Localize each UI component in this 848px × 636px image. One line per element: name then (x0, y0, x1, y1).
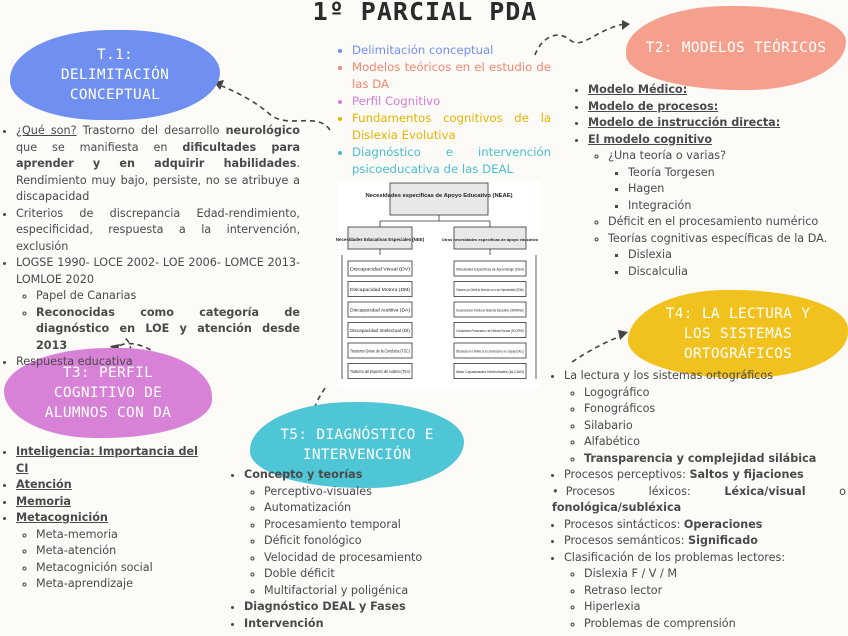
topic-item: • Perfil Cognitivo (352, 93, 551, 110)
t4-item-clasificacion: • Clasificación de los problemas lectores: ◦ Dislexia F / V / M ◦ Retraso lector ◦ Hiperlexia ◦ Problemas de comprensión (564, 550, 846, 633)
diagram-left-item-label: Discapacidad Visual (DV) (350, 266, 411, 272)
t2-list (574, 82, 846, 280)
topic-item: • Diagnóstico e intervención psicoeducativa de las DEAL (352, 144, 551, 178)
t4-sub-item: ◦ Logográfico (584, 385, 846, 402)
diagram-left-item-label: Discapacidad Intelectual (DI) (350, 328, 411, 333)
t2-item-cognitivo: • El modelo cognitivo ◦ ¿Una teoría o varias? ▪ Teoría Torgesen ▪ Hagen ▪ Integración ◦ Déficit en el procesamiento numérico ◦ Teorías cognitivas específicas de la DA. ▪ Dislexia ▪ Discalculia (588, 132, 846, 281)
diagram-left-item-label: Trastorno Grave de la Conducta (TGC) (350, 348, 411, 354)
bubble-t2 (626, 6, 846, 90)
t5-sub-item: ◦ Déficit fonológico (264, 533, 445, 550)
diagram-top-label: Necesidades específicas de Apoyo Educativo (NEAE) (365, 193, 513, 199)
t2-sub-teoria: ◦ ¿Una teoría o varias? ▪ Teoría Torgesen ▪ Hagen ▪ Integración (608, 148, 846, 214)
t1-item-criterios: • Criterios de discrepancia Edad-rendimiento, especificidad, respuesta a la intervención, exclusión (16, 206, 300, 256)
t5-sub-item: ◦ Procesamiento temporal (264, 517, 445, 534)
t3-sub-item: ◦ Meta-aprendizaje (36, 576, 202, 593)
diagram-top-box (390, 183, 488, 215)
t4-sub-item: ◦ Problemas de comprensión (584, 616, 846, 633)
diagram-right-head: Otras necesidades específicas de apoyo educativo (441, 237, 539, 242)
diagram-left-item-label: Discapacidad Auditiva (DA) (350, 307, 411, 313)
diagram-left-head: Necesidades Educativas Especiales (NEE) (335, 237, 425, 242)
t2-item-instruccion: • Modelo de instrucción directa: (588, 115, 846, 132)
topic-item: • Delimitación conceptual (352, 42, 551, 59)
diagram-right-item-label: Altas Capacidades Intelectuales (ALCAIN) (456, 369, 525, 374)
t1-item-que-son: • ¿Qué son? Trastorno del desarrollo neurológico que se manifiesta en dificultades para aprender y en adquirir habilidades. Rendimiento muy bajo, persiste, no se atribuye a discapacidad (16, 123, 300, 206)
t4-item-lexicos: • Procesos léxicos: Léxica/visual o fonológica/subléxica (552, 484, 846, 514)
t5-sub-item: ◦ Automatización (264, 500, 445, 517)
t4-sub-item: ◦ Silabario (584, 418, 846, 435)
t3-list (2, 444, 202, 593)
t1-list (2, 123, 300, 371)
t2-sub-teorias: ◦ Teorías cognitivas específicas de la DA. ▪ Dislexia ▪ Discalculia (608, 231, 846, 281)
neae-diagram (335, 181, 540, 389)
t3-item: • Memoria (16, 494, 202, 511)
t4-item-sintacticos: • Procesos sintácticos: Operaciones (564, 517, 846, 534)
diagram-left-item-label: Discapacidad Motora (DM) (350, 287, 411, 292)
connector-t4 (572, 334, 626, 362)
t4-sub-item: ◦ Retraso lector (584, 583, 846, 600)
t5-sub-item: ◦ Doble déficit (264, 566, 445, 583)
t1-sub-canarias: ◦ Papel de Canarias (36, 288, 300, 305)
t5-sub-item: ◦ Multifactorial y poligénica (264, 583, 445, 600)
t2-item-medico: • Modelo Médico: (588, 82, 846, 99)
diagram-right-item-label: Dificultades Específicas de Aprendizaje (DEA) (456, 266, 525, 272)
topic-item: • Fundamentos cognitivos de la Dislexia Evolutiva (352, 110, 551, 144)
bubble-t1-label: T.1: DELIMITACIÓN CONCEPTUAL (60, 47, 170, 103)
t2-subsub-item: ▪ Dislexia (628, 247, 846, 264)
t5-item-diagnostico: • Diagnóstico DEAL y Fases (244, 599, 445, 616)
t5-sub-item: ◦ Velocidad de procesamiento (264, 550, 445, 567)
diagram-left-item-label: Trastorno del Espectro del Autismo (TEA) (350, 369, 411, 374)
bubble-t5-label: T5: DIAGNÓSTICO E INTERVENCIÓN (280, 427, 434, 463)
t2-subsub-item: ▪ Hagen (628, 181, 846, 198)
t4-sub-item: ◦ Hiperlexia (584, 599, 846, 616)
t3-item: • Metacognición ◦ Meta-memoria ◦ Meta-atención ◦ Metacognición social ◦ Meta-aprendizaje (16, 510, 202, 593)
bubble-t3-label: T3: PERFIL COGNITIVO DE ALUMNOS CON DA (44, 365, 172, 421)
bubble-t4 (628, 290, 848, 378)
bubble-t4-label: T4: LA LECTURA Y LOS SISTEMAS ORTOGRÁFICOS (665, 306, 811, 362)
t2-sub-deficit: ◦ Déficit en el procesamiento numérico (608, 214, 846, 231)
t5-sub-item: ◦ Perceptivo-visuales (264, 484, 445, 501)
t5-item-intervencion: • Intervención (244, 616, 445, 633)
t4-list (550, 368, 846, 632)
t2-subsub-item: ▪ Teoría Torgesen (628, 165, 846, 182)
t1-item-laws: • LOGSE 1990- LOCE 2002- LOE 2006- LOMCE 2013- LOMLOE 2020 ◦ Papel de Canarias ◦ Reconocidas como categoría de diagnóstico en LOE y atención desde 2013 (16, 255, 300, 354)
diagram-right-item-label: Trastorno por Déficit de Atención con o sin Hiperactividad (TDAH) (456, 287, 525, 292)
t3-sub-item: ◦ Metacognición social (36, 560, 202, 577)
t4-item-semanticos: • Procesos semánticos: Significado (564, 533, 846, 550)
t3-item: • Inteligencia: Importancia del CI (16, 444, 202, 477)
t1-item-respuesta: • Respuesta educativa (16, 354, 300, 371)
t4-sub-item: ◦ Dislexia F / V / M (584, 566, 846, 583)
t2-item-procesos: • Modelo de procesos: (588, 99, 846, 116)
t4-item-lectura: • La lectura y los sistemas ortográficos ◦ Logográfico ◦ Fonográficos ◦ Silabario ◦ Alfabético ◦ Transparencia y complejidad silábica (564, 368, 846, 467)
t5-list (230, 467, 445, 632)
topics-list (338, 42, 551, 178)
t2-subsub-item: ▪ Discalculia (628, 264, 846, 281)
t3-item: • Atención (16, 477, 202, 494)
t4-item-perceptivos: • Procesos perceptivos: Saltos y fijaciones (564, 467, 846, 484)
t4-sub-item: ◦ Alfabético (584, 434, 846, 451)
topic-item: • Modelos teóricos en el estudio de las DA (352, 59, 551, 93)
bubble-t2-label: T2: MODELOS TEÓRICOS (645, 40, 827, 56)
t4-sub-item: ◦ Fonográficos (584, 401, 846, 418)
t3-sub-item: ◦ Meta-atención (36, 543, 202, 560)
t1-sub-reconocidas: ◦ Reconocidas como categoría de diagnóstico en LOE y atención desde 2013 (36, 305, 300, 355)
t4-sub-item-transparencia: ◦ Transparencia y complejidad silábica (584, 451, 846, 468)
page-title: 1º PARCIAL PDA (312, 0, 538, 26)
t2-subsub-item: ▪ Integración (628, 198, 846, 215)
diagram-right-item-label: Dificultades en el Ámbito de la Comunicación y el Lenguaje (DACL) (456, 348, 525, 354)
t5-item-concepto: • Concepto y teorías ◦ Perceptivo-visuales ◦ Automatización ◦ Procesamiento temporal ◦ Déficit fonológico ◦ Velocidad de procesamiento ◦ Doble déficit ◦ Multifactorial y poligénica (244, 467, 445, 599)
bubble-t1 (10, 30, 220, 120)
diagram-right-item-label: Condiciones Personales o de Historia Escolar (ECOPHE) (456, 328, 525, 333)
t3-sub-item: ◦ Meta-memoria (36, 527, 202, 544)
diagram-right-item-label: Incorporación Tardía al Sistema Educativo (INTARSE) (456, 307, 525, 313)
